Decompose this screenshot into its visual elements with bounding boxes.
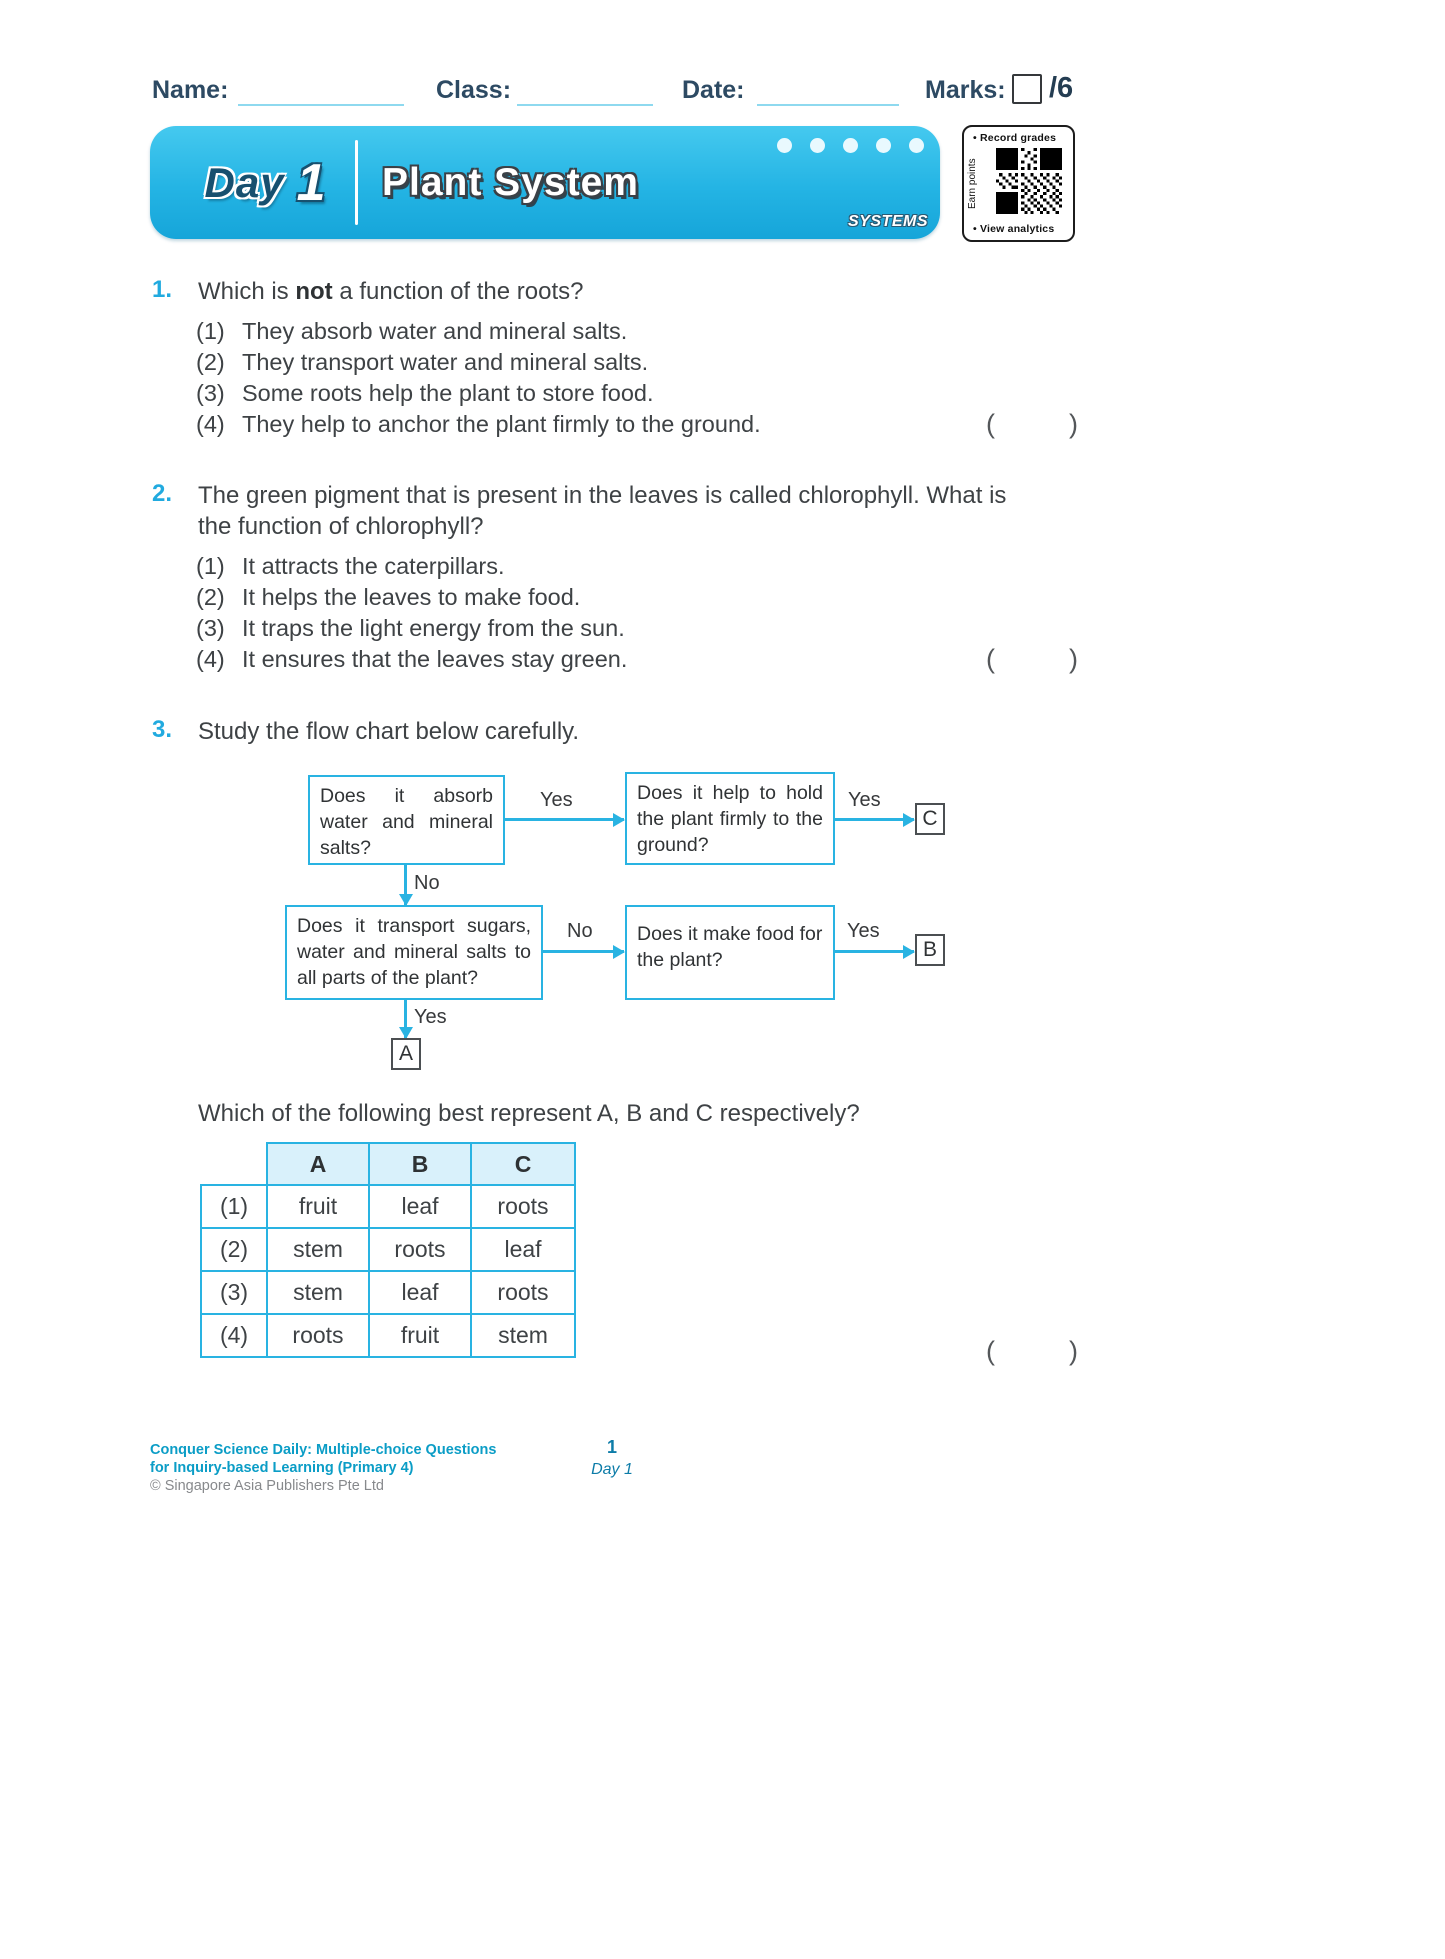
table-cell: roots	[471, 1185, 575, 1228]
day-banner-left	[170, 126, 360, 239]
option-text: They help to anchor the plant firmly to the ground.	[242, 411, 761, 437]
footer-page-number: 1	[606, 1437, 617, 1457]
footer-day-label: Day 1	[591, 1461, 633, 1478]
day-number: 1	[296, 153, 326, 212]
series-tag: SYSTEMS	[848, 213, 928, 230]
dot-icon	[777, 138, 792, 153]
table-corner-cell	[201, 1143, 267, 1185]
option-row	[196, 582, 627, 613]
table-row	[201, 1228, 575, 1271]
table-header: C	[471, 1143, 575, 1185]
option-text: They transport water and mineral salts.	[242, 349, 649, 375]
arrow-transport-to-a	[404, 1000, 407, 1038]
arrow-label-yes: Yes	[414, 1006, 447, 1028]
table-row-label: (4)	[201, 1314, 267, 1357]
table-row-label: (1)	[201, 1185, 267, 1228]
option-label: (3)	[196, 615, 225, 641]
answer-table	[200, 1142, 576, 1358]
option-text: It ensures that the leaves stay green.	[242, 646, 628, 672]
table-cell: roots	[369, 1228, 471, 1271]
question-3-number: 3.	[152, 716, 173, 743]
table-row	[201, 1185, 575, 1228]
table-cell: stem	[267, 1228, 369, 1271]
banner-dots	[777, 138, 924, 153]
flow-box-food: Does it make food for the plant?	[625, 905, 835, 1000]
flow-box-hold: Does it help to hold the plant firmly to the ground?	[625, 772, 835, 865]
arrow-transport-to-food	[543, 950, 624, 953]
question-1-options	[196, 316, 761, 440]
question-1-number: 1.	[152, 276, 173, 303]
qr-view-analytics-label: • View analytics	[973, 223, 1055, 235]
question-2-options	[196, 551, 627, 675]
option-row	[196, 378, 761, 409]
dot-icon	[876, 138, 891, 153]
table-cell: leaf	[369, 1185, 471, 1228]
name-field-line	[238, 104, 404, 106]
arrow-label-yes: Yes	[848, 789, 881, 811]
option-row	[196, 613, 627, 644]
answer-bracket: ( )	[986, 644, 1078, 674]
arrow-label-yes: Yes	[540, 789, 573, 811]
dot-icon	[909, 138, 924, 153]
table-cell: stem	[471, 1314, 575, 1357]
table-cell: roots	[471, 1271, 575, 1314]
bold-word: not	[295, 278, 333, 305]
option-text: It helps the leaves to make food.	[242, 584, 581, 610]
option-label: (1)	[196, 318, 225, 344]
option-row	[196, 316, 761, 347]
footer-copyright: © Singapore Asia Publishers Pte Ltd	[150, 1478, 384, 1494]
question-2-number: 2.	[152, 480, 173, 507]
day-label: Day	[204, 158, 285, 206]
name-field-label: Name:	[152, 76, 229, 104]
arrow-label-no: No	[414, 872, 440, 894]
option-label: (2)	[196, 584, 225, 610]
table-cell: fruit	[267, 1185, 369, 1228]
footer-series-title: Conquer Science Daily: Multiple-choice Questions	[150, 1442, 497, 1458]
dot-icon	[810, 138, 825, 153]
footer-series-subtitle: for Inquiry-based Learning (Primary 4)	[150, 1460, 414, 1476]
option-label: (4)	[196, 646, 225, 672]
result-box-b: B	[915, 934, 945, 966]
qr-record-grades-label: • Record grades	[973, 132, 1057, 144]
option-label: (3)	[196, 380, 225, 406]
footer-imprint	[150, 1441, 496, 1495]
arrow-label-no: No	[567, 920, 593, 942]
dot-icon	[843, 138, 858, 153]
option-text: They absorb water and mineral salts.	[242, 318, 628, 344]
banner-divider	[355, 140, 358, 225]
question-2-text: The green pigment that is present in the leaves is called chlorophyll. What is the function of chlorophyll?	[198, 482, 1007, 540]
table-row-label: (3)	[201, 1271, 267, 1314]
arrow-food-to-b	[835, 950, 914, 953]
day-banner	[150, 126, 940, 239]
table-row	[201, 1314, 575, 1357]
marks-total: /6	[1049, 72, 1074, 104]
class-field-line	[517, 104, 653, 106]
option-text: It attracts the caterpillars.	[242, 553, 505, 579]
question-3-followup: Which of the following best represent A, B and C respectively?	[198, 1100, 860, 1127]
option-row	[196, 347, 761, 378]
question-3-text: Study the flow chart below carefully.	[198, 718, 580, 745]
option-row	[196, 644, 627, 675]
table-cell: roots	[267, 1314, 369, 1357]
table-cell: leaf	[471, 1228, 575, 1271]
table-cell: leaf	[369, 1271, 471, 1314]
option-row	[196, 409, 761, 440]
table-cell: fruit	[369, 1314, 471, 1357]
result-box-a: A	[391, 1038, 421, 1070]
arrow-label-yes: Yes	[847, 920, 880, 942]
flow-box-transport: Does it transport sugars, water and mineral salts to all parts of the plant?	[285, 905, 543, 1000]
option-label: (1)	[196, 553, 225, 579]
option-text: It traps the light energy from the sun.	[242, 615, 625, 641]
answer-bracket: ( )	[986, 1336, 1078, 1366]
option-label: (4)	[196, 411, 225, 437]
answer-bracket: ( )	[986, 409, 1078, 439]
table-cell: stem	[267, 1271, 369, 1314]
arrow-hold-to-c	[835, 818, 914, 821]
qr-panel	[962, 125, 1075, 242]
marks-field-label: Marks:	[925, 76, 1006, 104]
arrow-absorb-to-hold	[505, 818, 624, 821]
table-row	[201, 1271, 575, 1314]
footer-page-block	[552, 1437, 672, 1479]
qr-earn-points-label: Earn points	[967, 158, 978, 210]
option-label: (2)	[196, 349, 225, 375]
flow-box-absorb: Does it absorb water and mineral salts?	[308, 775, 505, 865]
date-field-line	[757, 104, 899, 106]
class-field-label: Class:	[436, 76, 512, 104]
arrow-absorb-to-transport	[404, 865, 407, 905]
qr-code-icon	[996, 148, 1062, 214]
flowchart	[150, 770, 1100, 1110]
marks-box	[1012, 74, 1042, 104]
question-1-text: Which is not a function of the roots?	[198, 278, 584, 305]
table-header: A	[267, 1143, 369, 1185]
table-header: B	[369, 1143, 471, 1185]
result-box-c: C	[915, 803, 945, 835]
date-field-label: Date:	[682, 76, 745, 104]
table-row-label: (2)	[201, 1228, 267, 1271]
banner-title: Plant System	[382, 160, 639, 204]
option-row	[196, 551, 627, 582]
table-header-row	[201, 1143, 575, 1185]
option-text: Some roots help the plant to store food.	[242, 380, 654, 406]
